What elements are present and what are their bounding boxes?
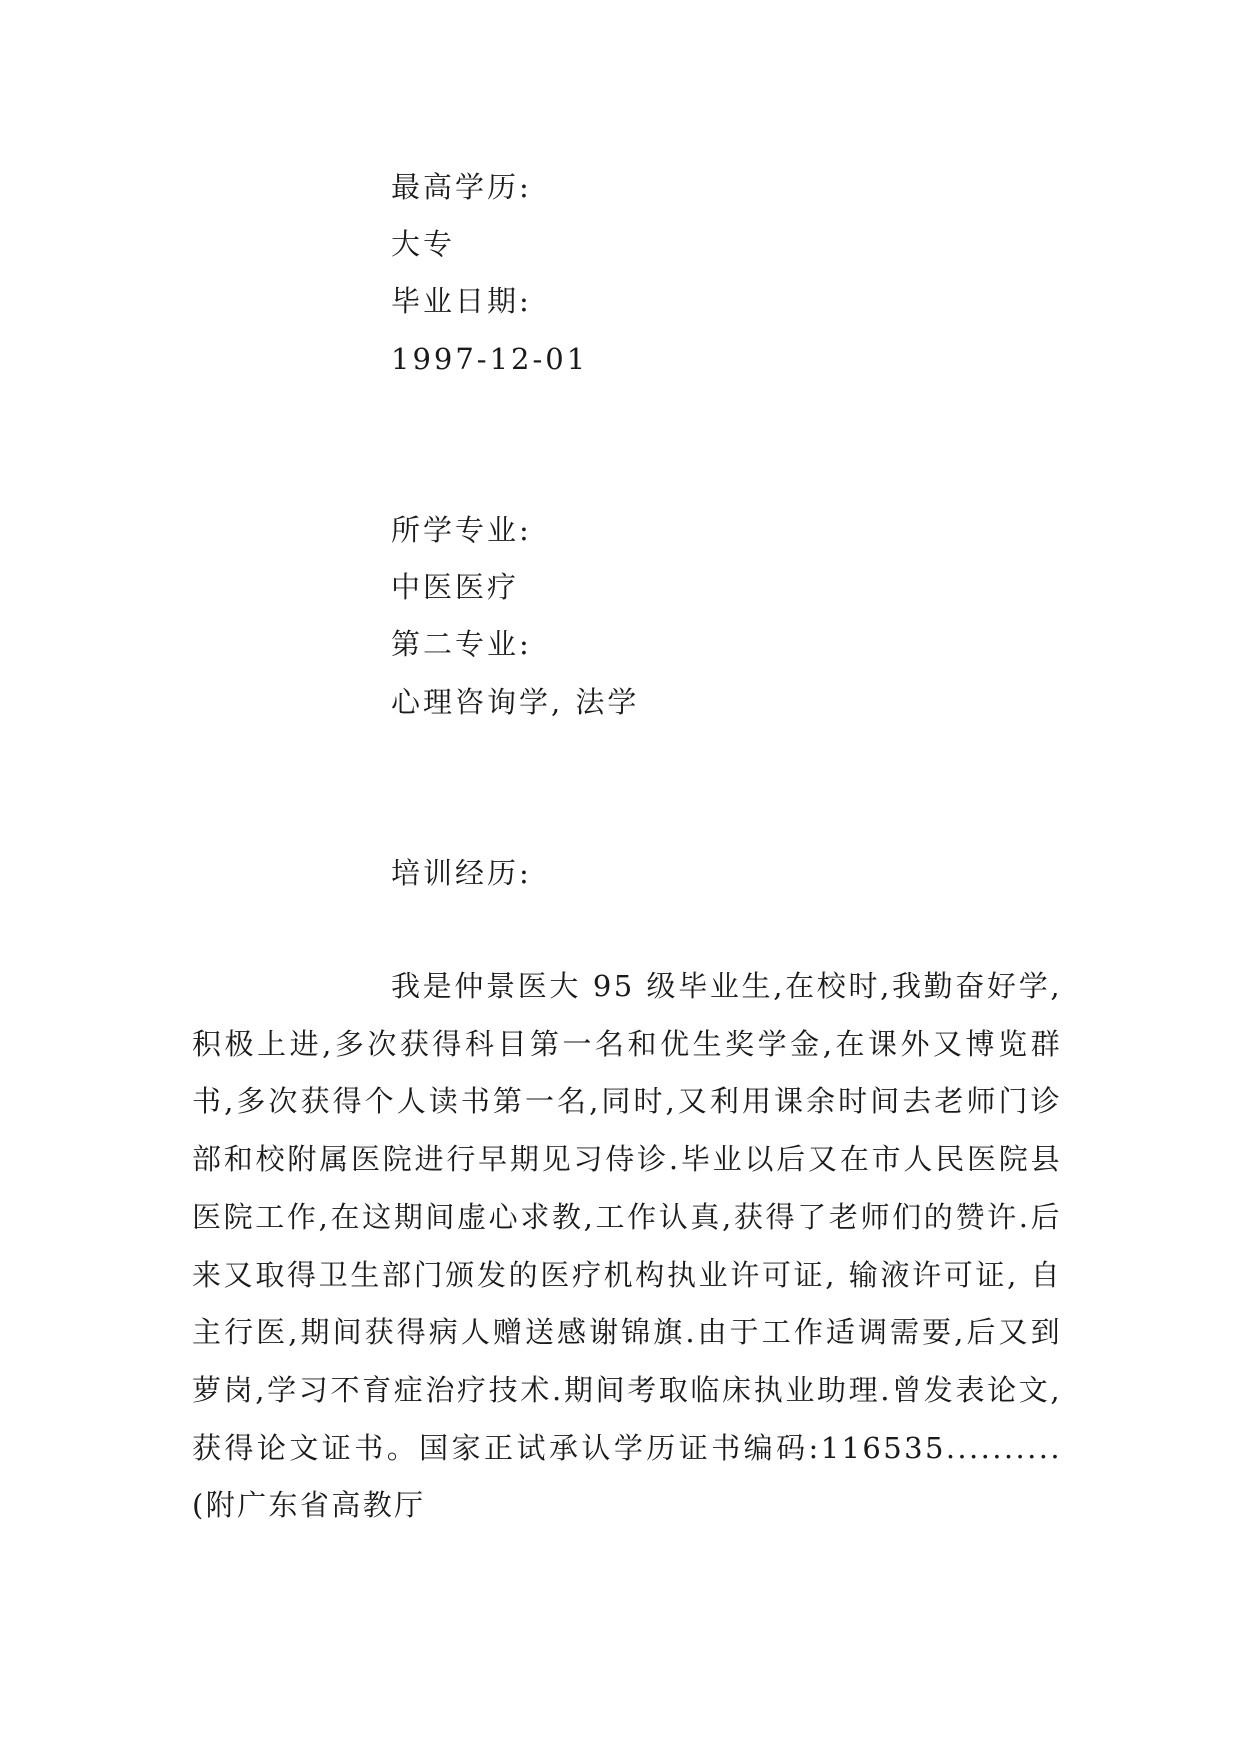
- training-label: 培训经历:: [391, 856, 532, 890]
- graduation-date-value: 1997-12-01: [391, 342, 589, 376]
- second-major-value: 心理咨询学, 法学: [391, 685, 640, 719]
- highest-degree-label: 最高学历:: [391, 170, 532, 204]
- training-paragraph: 我是仲景医大 95 级毕业生,在校时,我勤奋好学,积极上进,多次获得科目第一名和优生奖学金,在课外又博览群书,多次获得个人读书第一名,同时,又利用课余时间去老师门诊部和校附属医院进行早期见习侍诊.毕业以后又在市人民医院县医院工作,在这期间虚心求教,工作认真,获得了老师们的赞许.后来又取得卫生部门颁发的医疗机构执业许可证, 输液许可证, 自主行医,期间获得病人赠送感谢锦旗.由于工作适调需要,后又到萝岗,学习不育症治疗技术.期间考取临床执业助理.曾发表论文, 获得论文证书。国家正试承认学历证书编码:116535..........(附广东省高教厅: [192, 969, 1062, 1523]
- highest-degree-value: 大专: [391, 227, 456, 261]
- major-label: 所学专业:: [391, 513, 532, 547]
- major-value: 中医医疗: [391, 570, 520, 604]
- graduation-date-label: 毕业日期:: [391, 284, 532, 318]
- second-major-label: 第二专业:: [391, 627, 532, 661]
